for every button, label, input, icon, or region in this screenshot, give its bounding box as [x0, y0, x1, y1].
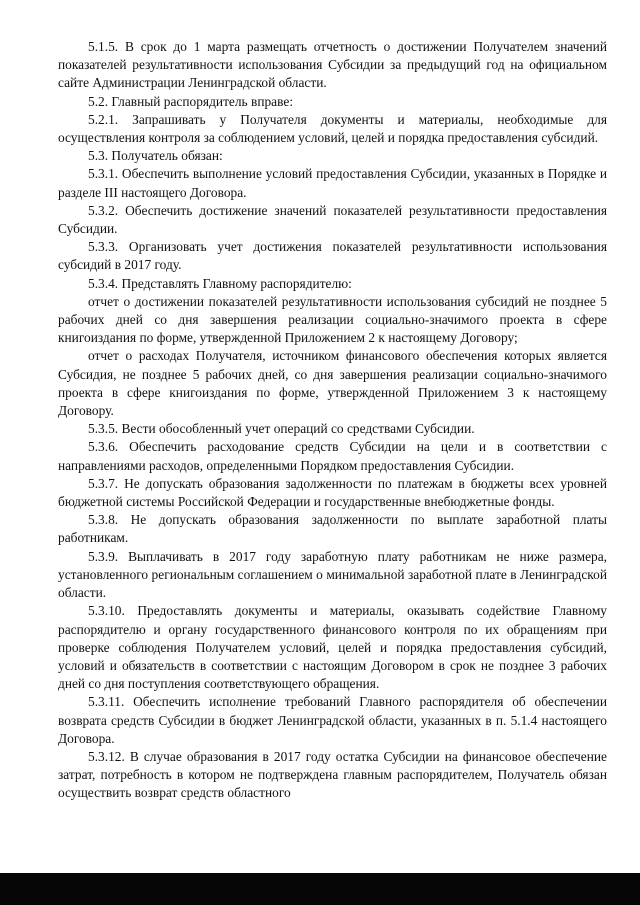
paragraph-5-3-9: 5.3.9. Выплачивать в 2017 году заработную плату работникам не ниже размера, установленного региональным соглашением о минимальной заработной плате в Ленинградской области.: [58, 548, 607, 601]
paragraph-expenses-report: отчет о расходах Получателя, источником финансового обеспечения которых является Субсидия, не позднее 5 рабочих дней, со дня завершения реализации социально-значимого проекта в сфере книгоиздания по форме, утвержденной Приложением 3 к настоящему Договору.: [58, 348, 607, 419]
paragraph-5-3-12: 5.3.12. В случае образования в 2017 году остатка Субсидии на финансовое обеспечение затрат, потребность в котором не подтверждена главным распорядителем, Получатель обязан осуществить возврат средств областного: [58, 748, 607, 801]
paragraph-5-3-11: 5.3.11. Обеспечить исполнение требований Главного распорядителя об обеспечении возврата средств Субсидии в бюджет Ленинградской области, указанных в п. 5.1.4 настоящего Договора.: [58, 694, 607, 746]
paragraph-5-2-1: 5.2.1. Запрашивать у Получателя документы и материалы, необходимые для осуществления контроля за соблюдением условий, целей и порядка предоставления субсидий.: [58, 111, 607, 146]
paragraph-5-3-2: 5.3.2. Обеспечить достижение значений показателей результативности предоставления Субсидии.: [58, 202, 607, 237]
paragraph-5-3-5: 5.3.5. Вести обособленный учет операций со средствами Субсидии.: [88, 421, 475, 437]
paragraph-5-2: 5.2. Главный распорядитель вправе:: [88, 93, 294, 109]
paragraph-5-3-4: 5.3.4. Представлять Главному распорядителю:: [88, 275, 352, 291]
paragraph-results-report: отчет о достижении показателей результативности использования субсидий не позднее 5 рабочих дней со дня завершения реализации социально-значимого проекта в сфере книгоиздания по форме, утвержденной Приложением 2 к настоящему Договору;: [58, 293, 607, 346]
paragraph-5-3-8: 5.3.8. Не допускать образования задолженности по выплате заработной платы работникам.: [58, 512, 607, 546]
paragraph-5-3-7: 5.3.7. Не допускать образования задолженности по платежам в бюджеты всех уровней бюджетной системы Российской Федерации и государственные внебюджетные фонды.: [58, 475, 607, 510]
paragraph-5-3: 5.3. Получатель обязан:: [88, 148, 223, 164]
paragraph-5-3-6: 5.3.6. Обеспечить расходование средств Субсидии на цели и в соответствии с направлениями расходов, определенными Порядком предоставления Субсидии.: [58, 439, 607, 473]
document-body: [58, 38, 607, 803]
paragraph-5-3-10: 5.3.10. Предоставлять документы и материалы, оказывать содействие Главному распорядителю и органу государственного финансового контроля по их обращениям при проверке соблюдения Получателем условий, целей и порядка предоставления субсидий, условий и обязательств в соответствии с настоящим Договором в срок не позднее 3 рабочих дней со дня поступления соответствующего обращения.: [58, 603, 607, 692]
scan-edge-bar: [0, 873, 640, 905]
paragraph-5-3-1: 5.3.1. Обеспечить выполнение условий предоставления Субсидии, указанных в Порядке и разделе III настоящего Договора.: [58, 166, 607, 200]
paragraph-5-3-3: 5.3.3. Организовать учет достижения показателей результативности использования субсидий в 2017 году.: [58, 239, 607, 273]
paragraph-5-1-5: 5.1.5. В срок до 1 марта размещать отчетность о достижении Получателем значений показателей результативности использования Субсидии за предыдущий год на официальном сайте Администрации Ленинградской области.: [58, 39, 607, 91]
